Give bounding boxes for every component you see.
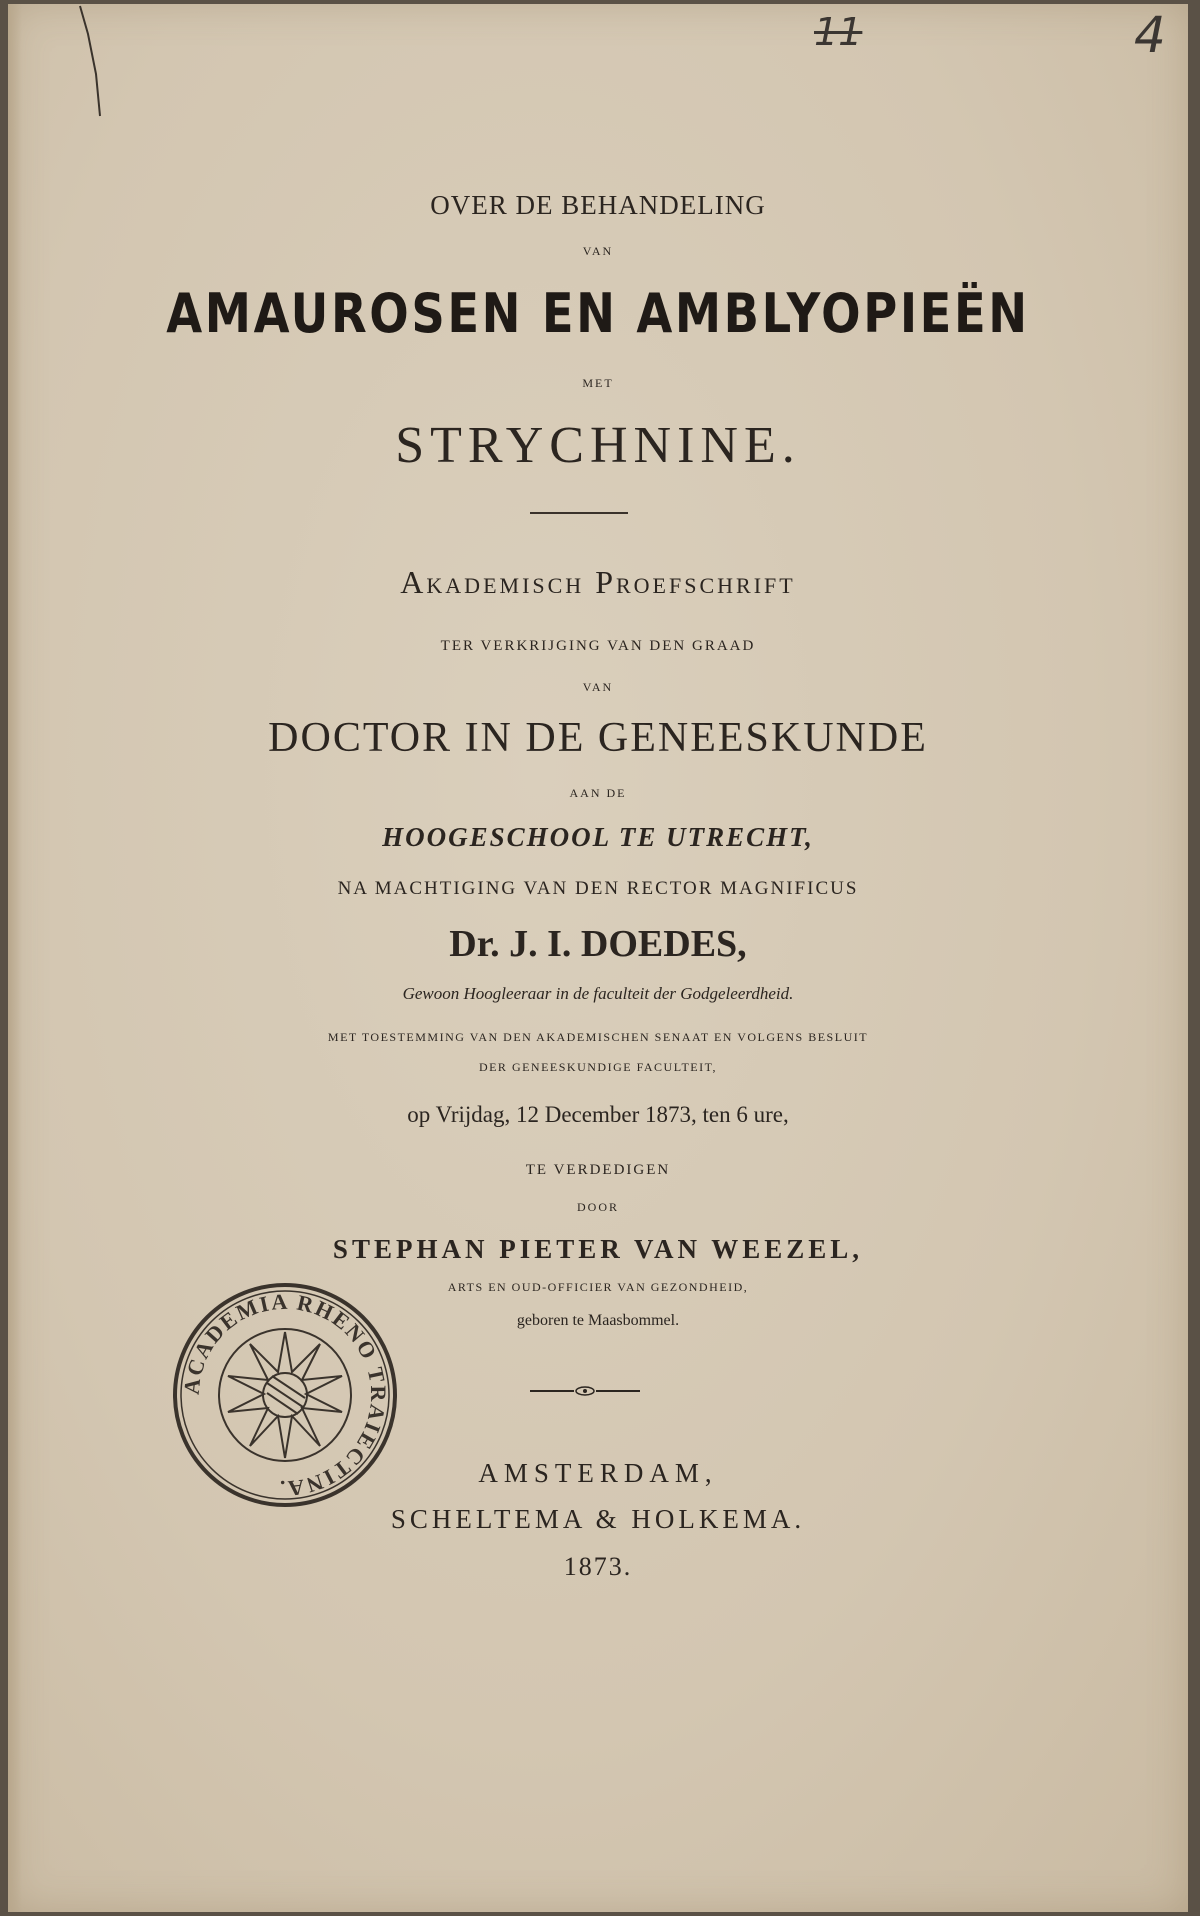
main-title: AMAUROSEN EN AMBLYOPIEËN [166, 282, 1030, 345]
subject-title: STRYCHNINE. [395, 417, 801, 474]
handwritten-page-number: 4 [1134, 6, 1166, 64]
consent-line-1: MET TOESTEMMING VAN DEN AKADEMISCHEN SENAAT EN VOLGENS BESLUIT [327, 1030, 869, 1044]
pen-stroke-mark [78, 4, 118, 124]
imprint-year: 1873. [563, 1552, 633, 1581]
authorization-line: NA MACHTIGING VAN DEN RECTOR MAGNIFICUS [337, 878, 859, 899]
line-aan-de: AAN DE [569, 786, 627, 800]
divider-rule [530, 512, 628, 514]
university-seal-stamp [170, 1280, 400, 1510]
imprint-publisher: SCHELTEMA & HOLKEMA. [390, 1504, 806, 1534]
title-line-over: OVER DE BEHANDELING [430, 190, 766, 220]
defense-date: op Vrijdag, 12 December 1873, ten 6 ure, [407, 1102, 789, 1127]
seal-text: ACADEMIA RHENO TRAIECTINA. [178, 1288, 392, 1502]
degree-line-van: VAN [582, 680, 614, 694]
imprint-city: AMSTERDAM, [478, 1458, 718, 1488]
by-line: DOOR [576, 1200, 619, 1214]
degree-title: DOCTOR IN DE GENEESKUNDE [268, 715, 928, 761]
thesis-type: Akademisch Proefschrift [400, 564, 796, 600]
title-line-met: MET [582, 376, 614, 390]
rector-name: Dr. J. I. DOEDES, [449, 923, 747, 965]
defend-line: TE VERDEDIGEN [525, 1162, 671, 1178]
author-title: ARTS EN OUD-OFFICIER VAN GEZONDHEID, [447, 1280, 749, 1294]
university-name: HOOGESCHOOL TE UTRECHT, [382, 822, 814, 852]
handwritten-number-top: 11 [814, 10, 863, 54]
degree-intro: TER VERKRIJGING VAN DEN GRAAD [440, 638, 756, 654]
ornament-divider [530, 1384, 640, 1398]
title-line-van: VAN [582, 244, 614, 258]
author-name: STEPHAN PIETER VAN WEEZEL, [332, 1234, 864, 1264]
title-page [8, 4, 1188, 1912]
birthplace: geboren te Maasbommel. [516, 1312, 680, 1329]
sun-emblem-icon [228, 1332, 342, 1458]
rector-title: Gewoon Hoogleeraar in de faculteit der Godgeleerdheid. [402, 984, 794, 1003]
consent-line-2: DER GENEESKUNDIGE FACULTEIT, [478, 1060, 718, 1074]
